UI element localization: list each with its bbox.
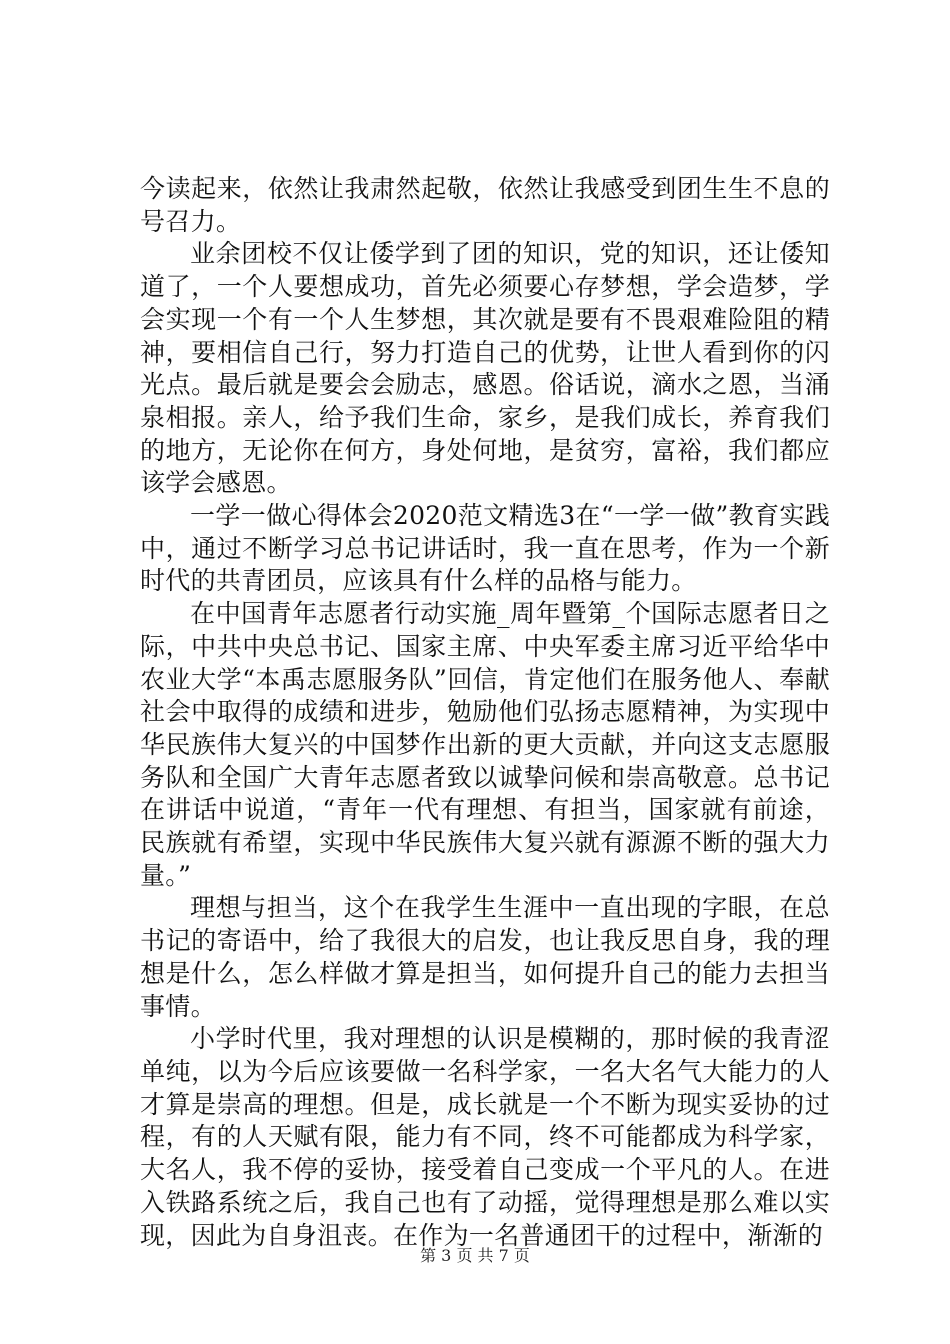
paragraph: 在中国青年志愿者行动实施_周年暨第_个国际志愿者日之际，中共中央总书记、国家主席、中央军委主席习近平给华中农业大学“本禹志愿服务队”回信，肯定他们在服务他人、奉献社会中取得的成绩和进步，勉励他们弘扬志愿精神，为实现中华民族伟大复兴的中国梦作出新的更大贡献，并向这支志愿服务队和全国广大青年志愿者致以诚挚问候和崇高敬意。总书记在讲话中说道，“青年一代有理想、有担当，国家就有前途，民族就有希望，实现中华民族伟大复兴就有源源不断的强大力量。” (140, 599, 830, 890)
paragraph: 今读起来，依然让我肃然起敬，依然让我感受到团生生不息的号召力。 (140, 174, 830, 236)
body-text (140, 173, 830, 1252)
paragraph: 业余团校不仅让倭学到了团的知识，党的知识，还让倭知道了，一个人要想成功，首先必须要心存梦想，学会造梦，学会实现一个有一个人生梦想，其次就是要有不畏艰难险阻的精神，要相信自己行，努力打造自己的优势，让世人看到你的闪光点。最后就是要会会励志，感恩。俗话说，滴水之恩，当涌泉相报。亲人，给予我们生命，家乡，是我们成长，养育我们的地方，无论你在何方，身处何地，是贫穷，富裕，我们都应该学会感恩。 (140, 239, 830, 498)
paragraph: 理想与担当，这个在我学生生涯中一直出现的字眼，在总书记的寄语中，给了我很大的启发，也让我反思自身，我的理想是什么，怎么样做才算是担当，如何提升自己的能力去担当事情。 (140, 893, 830, 1021)
page-footer: 第 3 页 共 7 页 (420, 1246, 530, 1265)
paragraph: 小学时代里，我对理想的认识是模糊的，那时候的我青涩单纯，以为今后应该要做一名科学家，一名大名气大能力的人才算是崇高的理想。但是，成长就是一个不断为现实妥协的过程，有的人天赋有限，能力有不同，终不可能都成为科学家，大名人，我不停的妥协，接受着自己变成一个平凡的人。在进入铁路系统之后，我自己也有了动摇，觉得理想是那么难以实现，因此为自身沮丧。在作为一名普通团干的过程中，渐渐的 (140, 1024, 830, 1250)
paragraph: 一学一做心得体会2020范文精选3在“一学一做”教育实践中，通过不断学习总书记讲话时，我一直在思考，作为一个新时代的共青团员，应该具有什么样的品格与能力。 (140, 501, 830, 596)
